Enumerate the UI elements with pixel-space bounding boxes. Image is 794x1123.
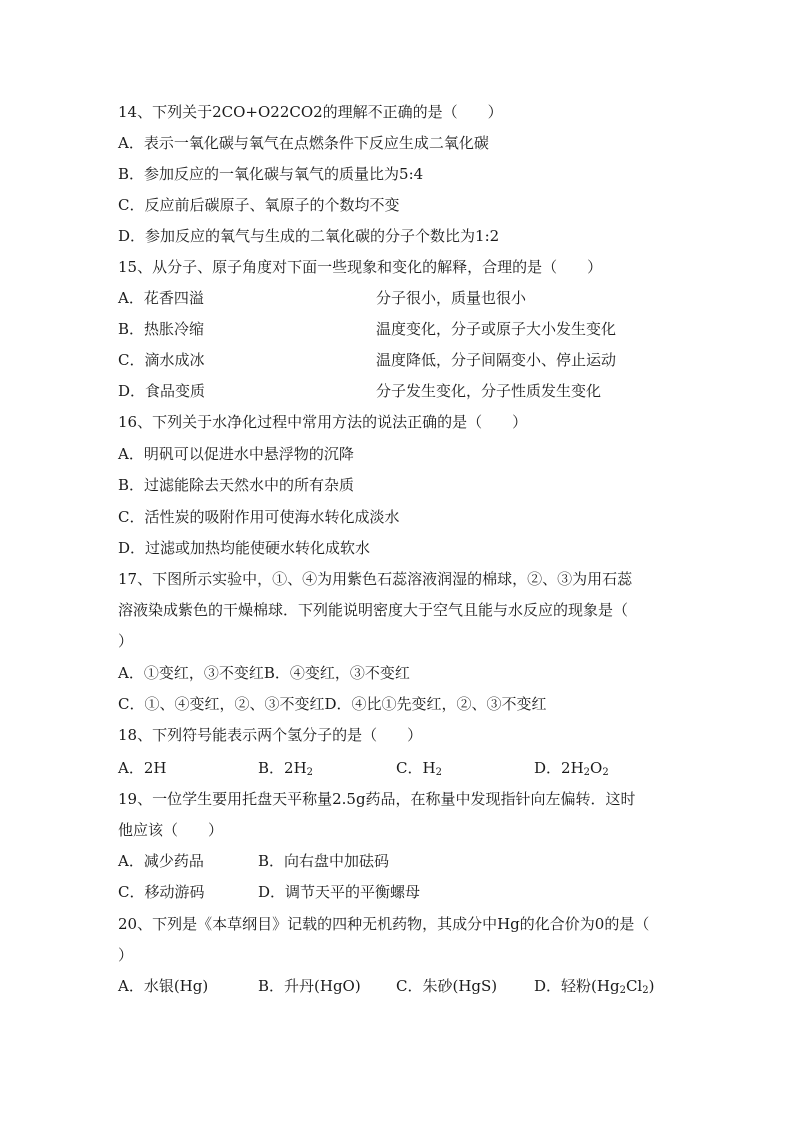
- q19-options-row1: [118, 850, 518, 872]
- q17-stem-line2: 溶液染成紫色的干燥棉球．下列能说明密度大于空气且能与水反应的现象是（: [118, 601, 629, 619]
- q15-row-b: [118, 318, 678, 340]
- q15-phenomenon-a: A．花香四溢: [118, 289, 204, 307]
- q16-option-b: B．过滤能除去天然水中的所有杂质: [118, 476, 355, 494]
- q15-phenomenon-c: C．滴水成冰: [118, 351, 205, 369]
- q15-row-c: [118, 349, 678, 371]
- q17-options-line1: A．①变红，③不变红B．④变红，③不变红: [118, 664, 410, 682]
- q15-row-a: [118, 287, 678, 309]
- q14-option-b: B．参加反应的一氧化碳与氧气的质量比为5:4: [118, 165, 424, 183]
- q18-option-c-subscript: 2: [435, 767, 442, 778]
- q14-option-d: D．参加反应的氧气与生成的二氧化碳的分子个数比为1:2: [118, 227, 500, 245]
- q20-option-c: C．朱砂(HgS): [396, 977, 498, 995]
- q19-option-c: C．移动游码: [118, 883, 205, 901]
- q18-option-b-subscript: 2: [306, 767, 314, 778]
- q15-stem: 15、从分子、原子角度对下面一些现象和变化的解释，合理的是（ ）: [118, 258, 603, 276]
- q18-option-c: [396, 757, 442, 779]
- q18-option-b: [258, 757, 313, 779]
- q18-option-d-subscript1: 2: [583, 767, 591, 778]
- q19-stem-line2: 他应该（ ）: [118, 821, 224, 839]
- q20-option-d: [534, 975, 654, 997]
- q20-options: [118, 975, 678, 997]
- q18-option-d-o: O: [590, 759, 603, 777]
- q17-stem-line1: 17、下图所示实验中，①、④为用紫色石蕊溶液润湿的棉球，②、③为用石蕊: [118, 570, 633, 588]
- q18-option-c-text: C．H: [396, 759, 436, 777]
- q19-options-row2: [118, 881, 518, 903]
- q18-stem: 18、下列符号能表示两个氢分子的是（ ）: [118, 726, 423, 744]
- q15-explanation-a: 分子很小，质量也很小: [376, 289, 527, 307]
- q17-options-line2: C．①、④变红，②、③不变红D．④比①先变红，②、③不变红: [118, 695, 547, 713]
- q20-option-d-close: ): [648, 977, 655, 995]
- q15-phenomenon-b: B．热胀冷缩: [118, 320, 205, 338]
- q18-option-b-text: B．2H: [258, 759, 307, 777]
- q19-option-d: D．调节天平的平衡螺母: [258, 883, 421, 901]
- q18-option-d-subscript2: 2: [602, 767, 609, 778]
- q15-explanation-b: 温度变化，分子或原子大小发生变化: [376, 320, 617, 338]
- q16-stem: 16、下列关于水净化过程中常用方法的说法正确的是（ ）: [118, 413, 528, 431]
- q18-option-a: A．2H: [118, 759, 167, 777]
- q18-option-d-text: D．2H: [534, 759, 584, 777]
- q18-option-d: [534, 757, 609, 779]
- q14-stem: 14、下列关于2CO+O22CO2的理解不正确的是（ ）: [118, 103, 503, 121]
- q14-option-c: C．反应前后碳原子、氧原子的个数均不变: [118, 196, 400, 214]
- q16-option-d: D．过滤或加热均能使硬水转化成软水: [118, 539, 371, 557]
- q20-option-b: B．升丹(HgO): [258, 977, 361, 995]
- q16-option-a: A．明矾可以促进水中悬浮物的沉降: [118, 445, 354, 463]
- q19-option-a: A．减少药品: [118, 852, 204, 870]
- q14-option-a: A．表示一氧化碳与氧气在点燃条件下反应生成二氧化碳: [118, 134, 489, 152]
- q20-option-a: A．水银(Hg): [118, 977, 209, 995]
- q20-option-d-subscript2: 2: [642, 985, 649, 996]
- q15-explanation-c: 温度降低，分子间隔变小、停止运动: [376, 351, 617, 369]
- q19-option-b: B．向右盘中加砝码: [258, 852, 390, 870]
- q16-option-c: C．活性炭的吸附作用可使海水转化成淡水: [118, 508, 400, 526]
- q19-stem-line1: 19、一位学生要用托盘天平称量2.5g药品，在称量中发现指针向左偏转．这时: [118, 790, 636, 808]
- q15-phenomenon-d: D．食品变质: [118, 382, 206, 400]
- q17-stem-line3: ）: [118, 632, 134, 650]
- q20-option-d-subscript1: 2: [619, 985, 626, 996]
- q20-option-d-cl: Cl: [625, 977, 643, 995]
- q20-option-d-text: D．轻粉(Hg: [534, 977, 620, 995]
- q15-row-d: [118, 380, 678, 402]
- q20-stem-line2: ）: [118, 946, 134, 964]
- q20-stem-line1: 20、下列是《本草纲目》记载的四种无机药物，其成分中Hg的化合价为0的是（: [118, 915, 650, 933]
- q15-explanation-d: 分子发生变化，分子性质发生变化: [376, 382, 602, 400]
- q18-options: [118, 757, 678, 779]
